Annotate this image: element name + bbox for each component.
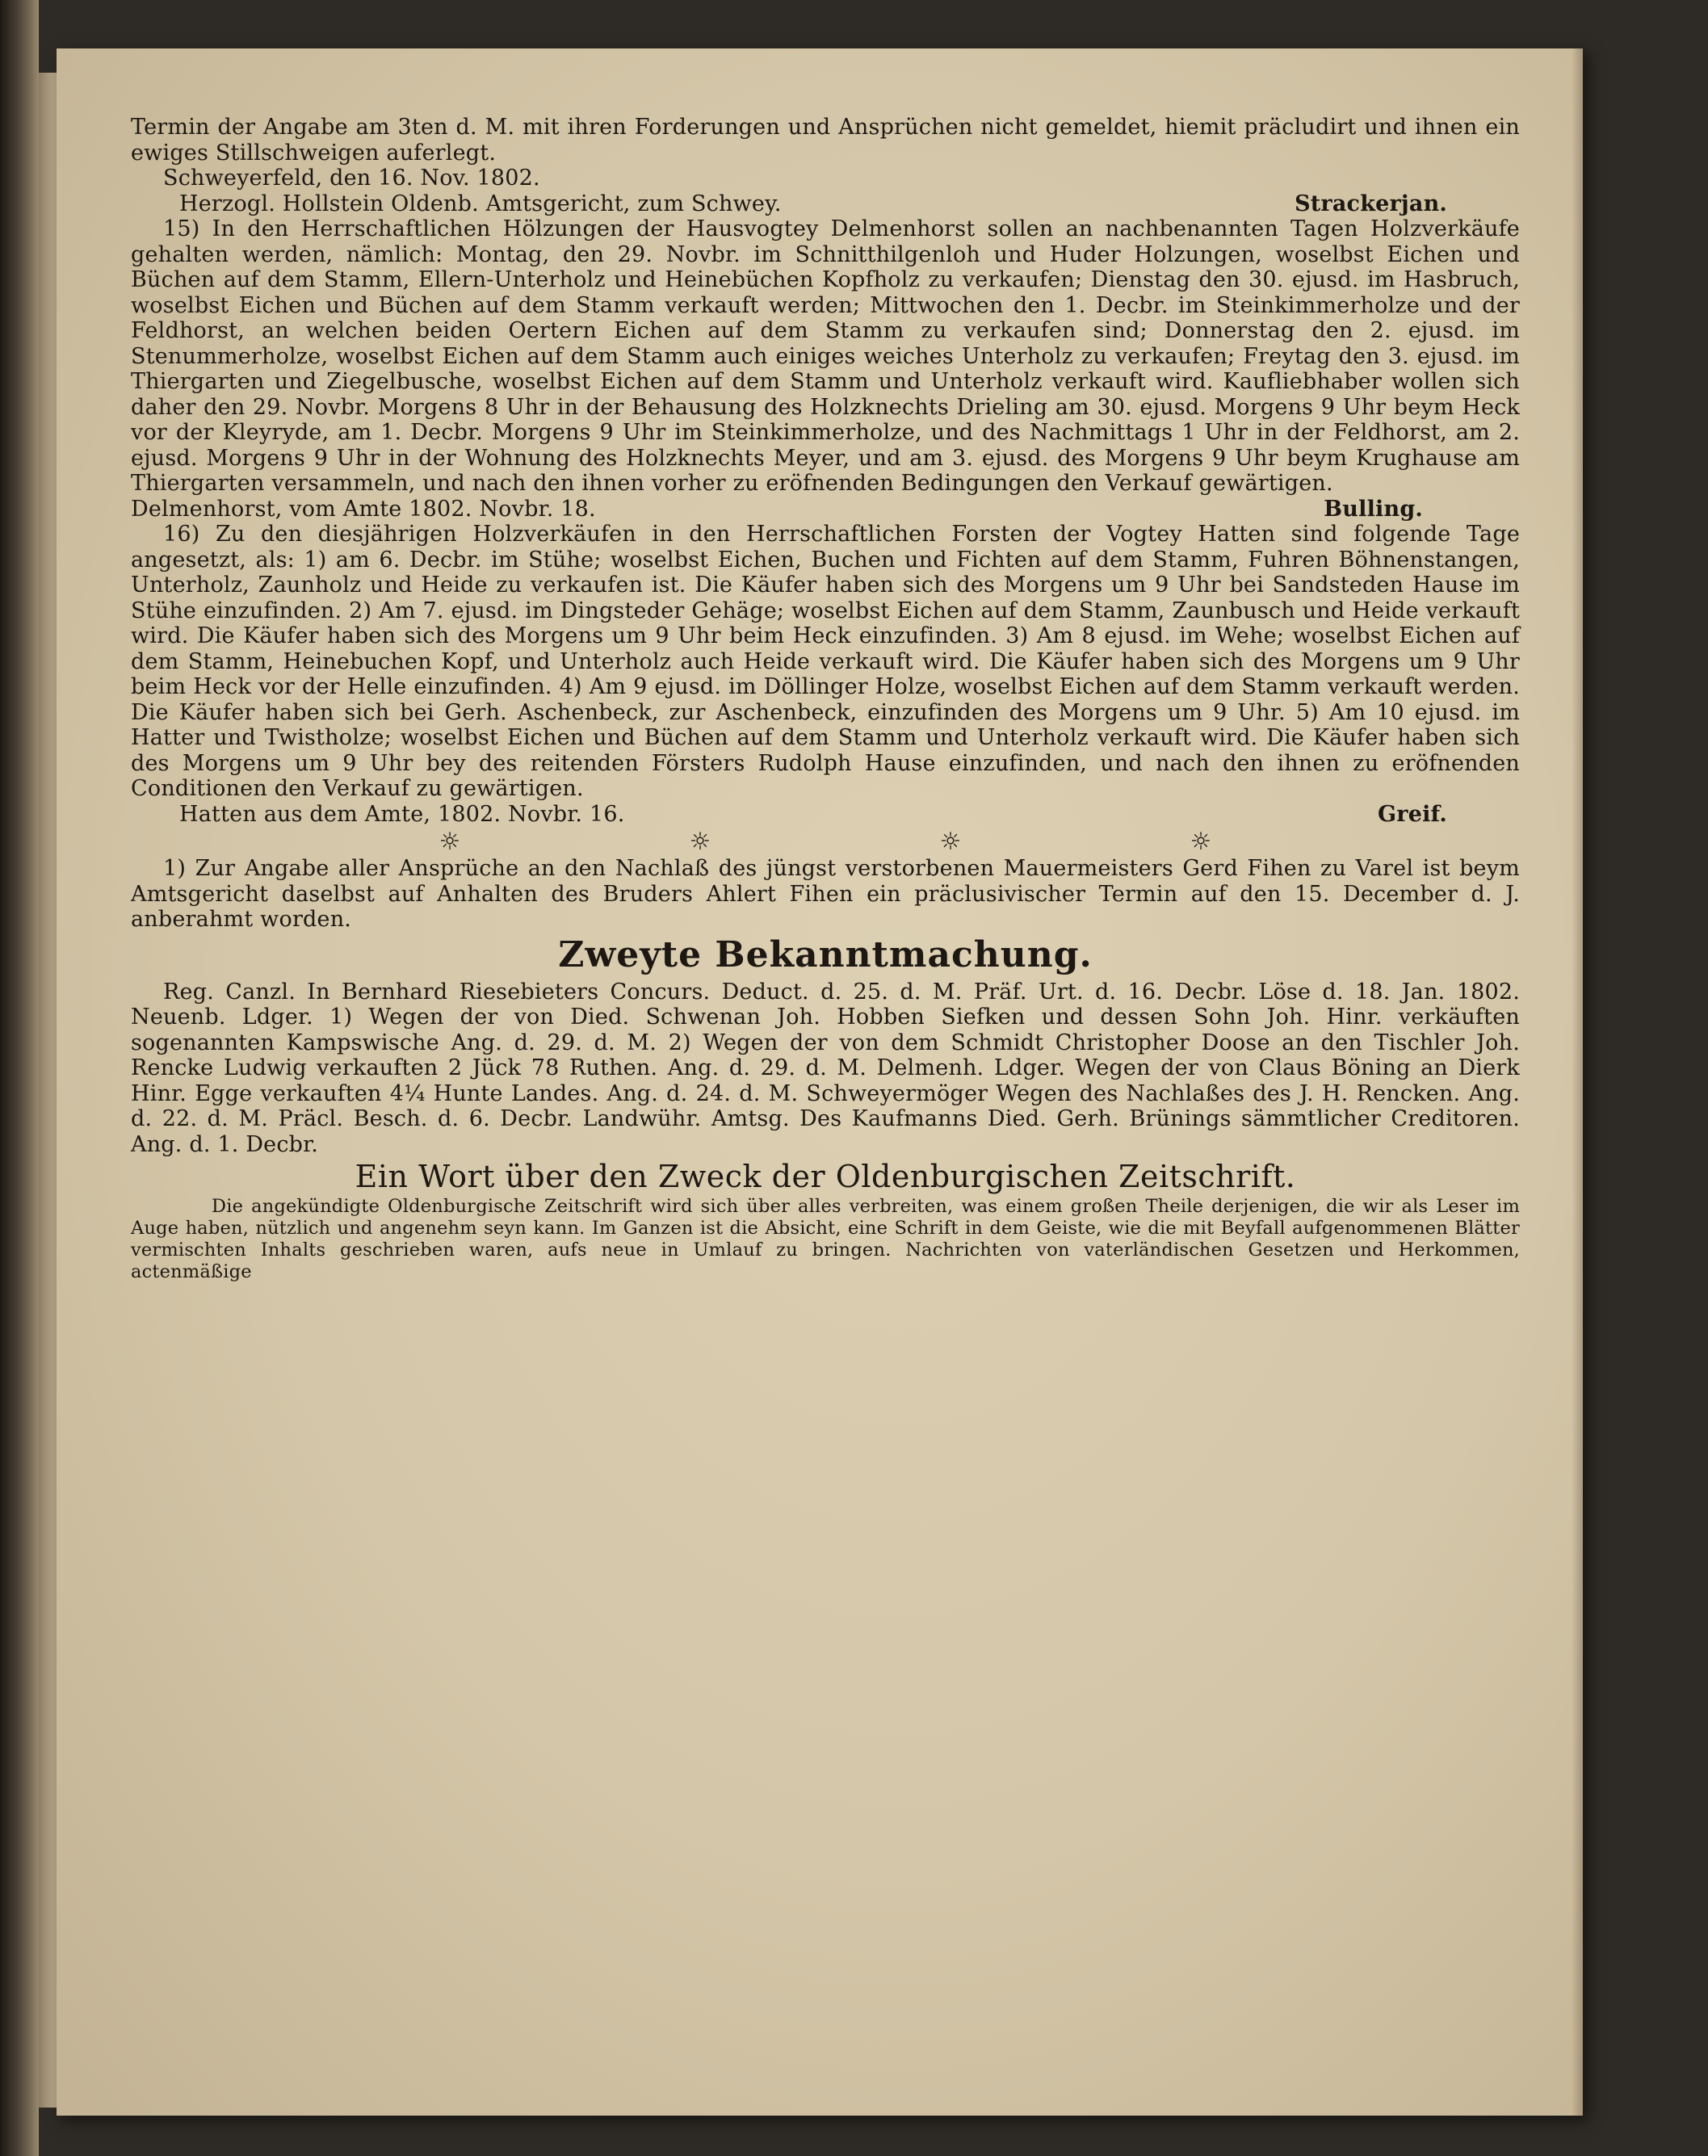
sun-ornament-icon: ☼ — [439, 828, 461, 856]
paragraph-termin: Termin der Angabe am 3ten d. M. mit ihren Forderungen und Ansprüchen nicht gemeldet, hiemit präcludirt und ihnen ein ewiges Stillschweigen auferlegt. — [131, 115, 1520, 166]
signature-name: Greif. — [1378, 801, 1447, 827]
signature-place: Herzogl. Hollstein Oldenb. Amtsgericht, zum Schwey. — [179, 191, 782, 216]
document-page — [57, 48, 1583, 2116]
section-heading: Zweyte Bekanntmachung. — [558, 933, 1093, 975]
dateline-schweyerfeld: Schweyerfeld, den 16. Nov. 1802. — [163, 166, 540, 191]
signature-line-schwey — [131, 191, 1520, 217]
signature-name: Bulling. — [1324, 496, 1423, 522]
ornament-row — [131, 827, 1520, 856]
article-heading: Ein Wort über den Zweck der Oldenburgischen Zeitschrift. — [355, 1159, 1296, 1194]
sun-ornament-icon: ☼ — [939, 828, 962, 856]
notice-15: 15) In den Herrschaftlichen Hölzungen der Hausvogtey Delmenhorst sollen an nachbenannten Tagen Holzverkäufe gehalten werden, nämlich: Montag, den 29. Novbr. im Schnitthilgenloh und Huder Holzungen, woselbst Eichen und Büchen auf dem Stamm, Ellern-Unterholz und Heinebüchen Kopfholz zu verkaufen; Dienstag den 30. ejusd. im Hasbruch, woselbst Eichen und Büchen auf dem Stamm verkauft werden; Mittwochen den 1. Decbr. im Steinkimmerholze und der Feldhorst, an welchen beiden Oertern Eichen auf dem Stamm zu verkaufen sind; Donnerstag den 2. ejusd. im Stenummerholze, woselbst Eichen auf dem Stamm auch einiges weiches Unterholz zu verkaufen; Freytag den 3. ejusd. im Thiergarten und Ziegelbusche, woselbst Eichen auf dem Stamm und Unterholz verkauft wird. Kaufliebhaber wollen sich daher den 29. Novbr. Morgens 8 Uhr in der Behausung des Holzknechts Drieling am 30. ejusd. Morgens 9 Uhr beym Heck vor der Kleyryde, am 1. Decbr. Morgens 9 Uhr im Steinkimmerholze, und des Nachmittags 1 Uhr in der Feldhorst, am 2. ejusd. Morgens 9 Uhr in der Wohnung des Holzknechts Meyer, und am 3. ejusd. des Morgens 9 Uhr beym Krughause am Thiergarten versammeln, und nach den ihnen vorher zu eröfnenden Bedingungen den Verkauf gewärtigen. — [131, 216, 1520, 496]
notice-16: 16) Zu den diesjährigen Holzverkäufen in den Herrschaftlichen Forsten der Vogtey Hatten sind folgende Tage angesetzt, als: 1) am 6. Decbr. im Stühe; woselbst Eichen, Buchen und Fichten auf dem Stamm, Fuhren Böhnenstangen, Unterholz, Zaunholz und Heide zu verkaufen ist. Die Käufer haben sich des Morgens um 9 Uhr bei Sandsteden Hause im Stühe einzufinden. 2) Am 7. ejusd. im Dingsteder Gehäge; woselbst Eichen auf dem Stamm, Zaunbusch und Heide verkauft wird. Die Käufer haben sich des Morgens um 9 Uhr beim Heck einzufinden. 3) Am 8 ejusd. im Wehe; woselbst Eichen auf dem Stamm, Heinebuchen Kopf, und Unterholz auch Heide verkauft wird. Die Käufer haben sich des Morgens um 9 Uhr beim Heck vor der Helle einzufinden. 4) Am 9 ejusd. im Döllinger Holze, woselbst Eichen auf dem Stamm verkauft werden. Die Käufer haben sich bei Gerh. Aschenbeck, zur Aschenbeck, einzufinden des Morgens um 9 Uhr. 5) Am 10 ejusd. im Hatter und Twistholze; woselbst Eichen und Büchen auf dem Stamm und Unterholz verkauft wird. Die Käufer haben sich des Morgens um 9 Uhr bey des reitenden Försters Rudolph Hause einzufinden, und nach den ihnen zu eröfnenden Conditionen den Verkauf zu gewärtigen. — [131, 522, 1520, 801]
sun-ornament-icon: ☼ — [689, 828, 711, 856]
signature-name: Strackerjan. — [1295, 191, 1447, 216]
page-body — [131, 115, 1520, 1283]
page-edge-right — [1572, 48, 1583, 2116]
sun-ornament-icon: ☼ — [1190, 828, 1212, 856]
notice-fihen: 1) Zur Angabe aller Ansprüche an den Nachlaß des jüngst verstorbenen Mauermeisters Gerd Fihen zu Varel ist beym Amtsgericht daselbst auf Anhalten des Bruders Ahlert Fihen ein präclusivischer Termin auf den 15. December d. J. anberahmt worden. — [131, 856, 1520, 932]
signature-line-delmenhorst — [131, 497, 1520, 522]
signature-place: Hatten aus dem Amte, 1802. Novbr. 16. — [179, 801, 625, 827]
article-body: Die angekündigte Oldenburgische Zeitschrift wird sich über alles verbreiten, was einem großen Theile derjenigen, die wir als Leser im Auge haben, nützlich und angenehm seyn kann. Im Ganzen ist die Absicht, eine Schrift in dem Geiste, wie die mit Beyfall aufgenommenen Blätter vermischten Inhalts geschrieben waren, aufs neue in Umlauf zu bringen. Nachrichten von vaterländischen Gesetzen und Herkommen, actenmäßige — [131, 1196, 1520, 1282]
notice-reg-canzl: Reg. Canzl. In Bernhard Riesebieters Concurs. Deduct. d. 25. d. M. Präf. Urt. d. 16. Decbr. Löse d. 18. Jan. 1802. Neuenb. Ldger. 1) Wegen der von Died. Schwenan Joh. Hobben Siefken und dessen Sohn Joh. Hinr. verkäuften sogenannten Kampswische Ang. d. 29. d. M. 2) Wegen der von dem Schmidt Christopher Doose an den Tischler Joh. Rencke Ludwig verkauften 2 Jück 78 Ruthen. Ang. d. 29. d. M. Delmenh. Ldger. Wegen der von Claus Böning an Dierk Hinr. Egge verkauften 4¼ Hunte Landes. Ang. d. 24. d. M. Schweyermöger Wegen des Nachlaßes des J. H. Rencken. Ang. d. 22. d. M. Präcl. Besch. d. 6. Decbr. Landwühr. Amtsg. Des Kaufmanns Died. Gerh. Brünings sämmtlicher Creditoren. Ang. d. 1. Decbr. — [131, 979, 1520, 1157]
book-spine — [0, 0, 39, 2156]
signature-line-hatten — [131, 802, 1520, 828]
signature-place: Delmenhorst, vom Amte 1802. Novbr. 18. — [131, 496, 596, 522]
